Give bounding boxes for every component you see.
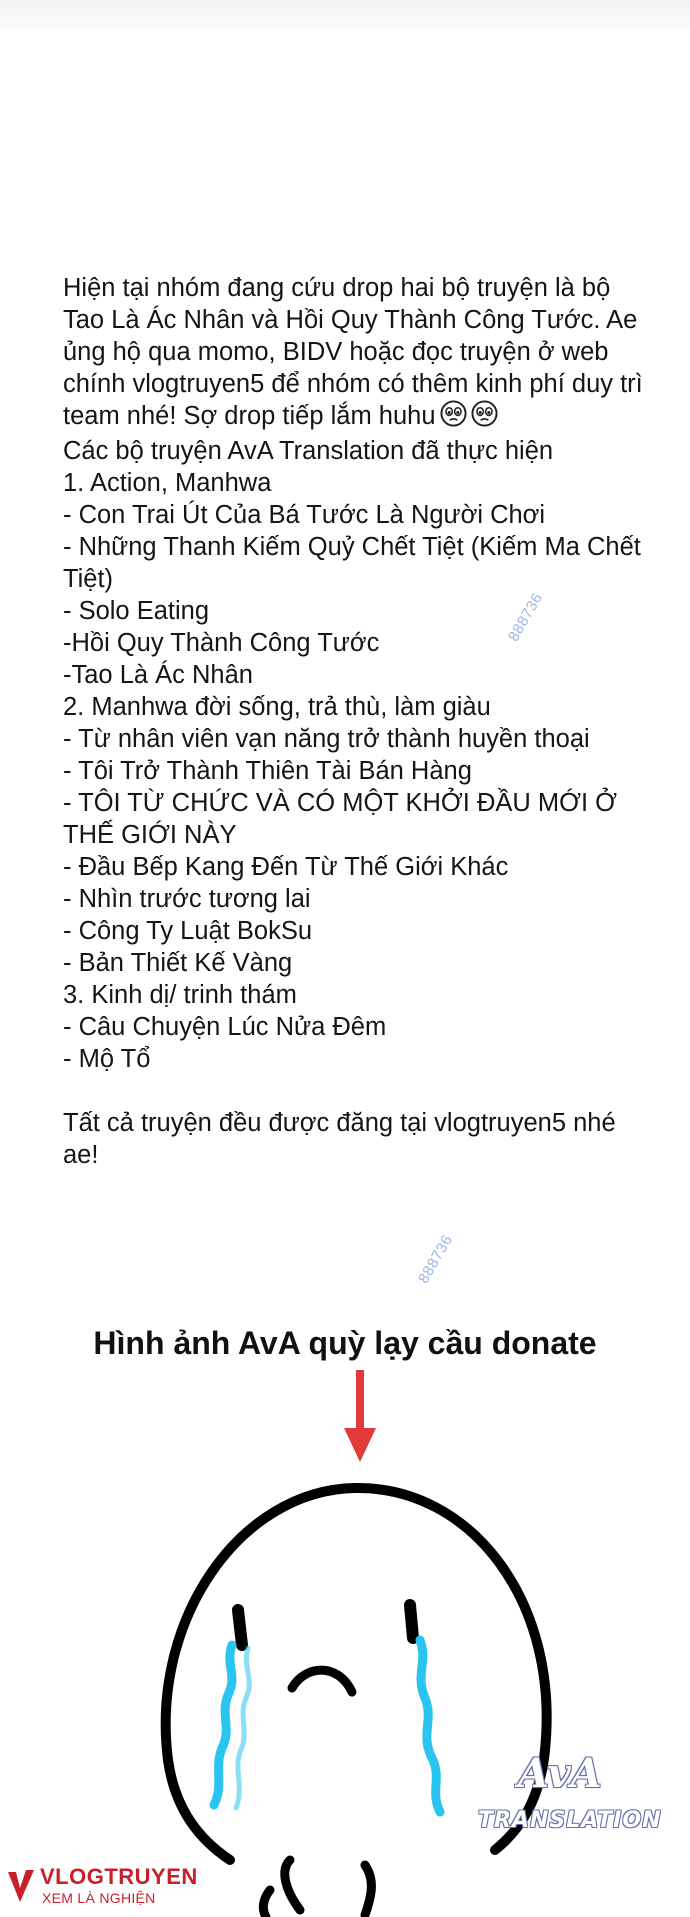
announcement-text: Hiện tại nhóm đang cứu drop hai bộ truyện là bộ Tao Là Ác Nhân và Hồi Quy Thành Công Tước. Ae ủng hộ qua momo, BIDV hoặc đọc truyện ở web chính vlogtruyen5 để nhóm có thêm kinh phí duy trì team nhé! Sợ drop tiếp lắm huhu (63, 274, 643, 430)
vlogtruyen-logo (6, 1862, 206, 1912)
top-page-strip (0, 0, 690, 34)
list-item: - Nhìn trước tương lai (63, 885, 311, 913)
ava-logo-sub: TRANSLATION (478, 1808, 662, 1833)
vlog-logo-tagline: XEM LÀ NGHIỆN (42, 1890, 156, 1906)
list-item: - Bản Thiết Kế Vàng (63, 949, 293, 977)
announcement-paragraph (63, 272, 643, 435)
spacer (63, 1075, 643, 1107)
watermark-text: 888736 (415, 1232, 457, 1287)
donate-title: Hình ảnh AvA quỳ lạy cầu donate (93, 1325, 597, 1361)
crying-face-icon (440, 400, 467, 427)
list-item: - Câu Chuyện Lúc Nửa Đêm (63, 1013, 387, 1041)
list-item: - Mộ Tổ (63, 1045, 151, 1073)
list-item: - Công Ty Luật BokSu (63, 917, 313, 945)
list-item: 2. Manhwa đời sống, trả thù, làm giàu (63, 693, 491, 721)
list-item: -Hồi Quy Thành Công Tước (63, 629, 380, 657)
list-item: - Con Trai Út Của Bá Tước Là Người Chơi (63, 501, 546, 529)
closing-text: Tất cả truyện đều được đăng tại vlogtruyen5 nhé ae! (63, 1109, 616, 1169)
watermark-text: 888736 (505, 590, 547, 645)
list-item: - TÔI TỪ CHỨC VÀ CÓ MỘT KHỞI ĐẦU MỚI Ở THẾ GIỚI NÀY (63, 789, 618, 849)
list-item: 1. Action, Manhwa (63, 469, 272, 497)
list-item: - Solo Eating (63, 597, 210, 625)
crying-face-icon (471, 400, 498, 427)
arrow-down-icon (340, 1370, 380, 1470)
ava-logo-main: AvA (518, 1750, 602, 1797)
vlog-flame-icon (6, 1868, 36, 1904)
list-item: 3. Kinh dị/ trinh thám (63, 981, 297, 1009)
emoji-group (436, 400, 498, 435)
notice-text-block (63, 272, 643, 1171)
list-item: -Tao Là Ác Nhân (63, 661, 253, 689)
list-item: - Từ nhân viên vạn năng trở thành huyền thoại (63, 725, 590, 753)
list-item: - Những Thanh Kiếm Quỷ Chết Tiệt (Kiếm Ma Chết Tiệt) (63, 533, 641, 593)
list-heading: Các bộ truyện AvA Translation đã thực hiện (63, 437, 554, 465)
ava-translation-logo (470, 1750, 670, 1860)
list-item: - Tôi Trở Thành Thiên Tài Bán Hàng (63, 757, 472, 785)
vlog-logo-name: VLOGTRUYEN (40, 1864, 198, 1889)
list-item: - Đầu Bếp Kang Đến Từ Thế Giới Khác (63, 853, 509, 881)
series-list (63, 467, 643, 1075)
